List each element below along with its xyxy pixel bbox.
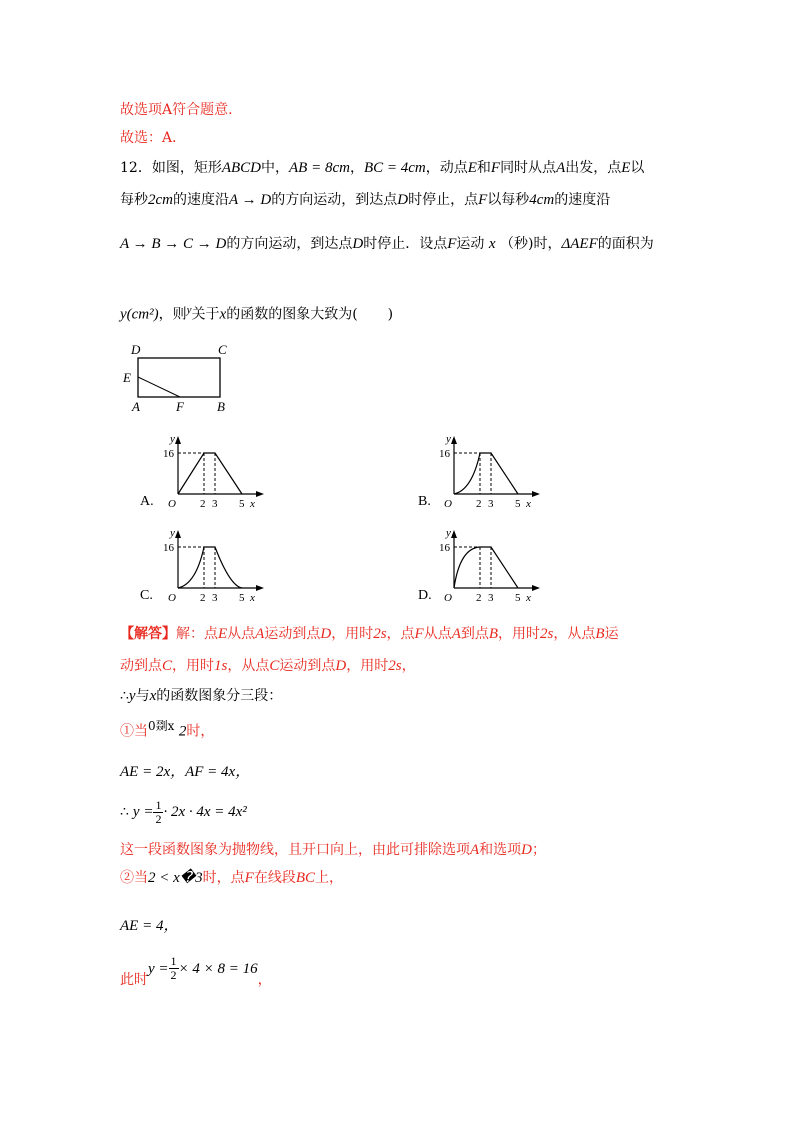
y-tick-16: 16	[163, 542, 174, 554]
q-text: 的速度沿	[554, 192, 611, 208]
s-text: ；	[532, 842, 547, 858]
s-text: ，点	[386, 626, 415, 642]
s-text: 的函数图象分三段：	[156, 688, 283, 704]
solution-heading: 【解答】	[120, 626, 176, 642]
option-d-label[interactable]: D.	[418, 588, 432, 603]
solution-line-10	[120, 952, 272, 992]
s-text: 运	[604, 626, 619, 642]
s-math: C	[269, 658, 280, 674]
x-tick-3: 3	[488, 592, 494, 604]
q-text: 每秒	[120, 192, 148, 208]
q-text: )	[387, 306, 394, 323]
frac-den: 2	[170, 968, 177, 982]
s-text: ，用时	[331, 626, 374, 642]
s-math: AE = 4，	[120, 918, 179, 934]
solution-line-5	[120, 762, 250, 782]
s-math: y =	[148, 960, 169, 977]
y-tick-16: 16	[163, 448, 174, 460]
answer-text: 故选项A符合题意.	[120, 102, 233, 118]
s-math: BC	[295, 870, 316, 886]
s-text: 从点	[423, 626, 452, 642]
x-tick-2: 2	[200, 498, 206, 510]
y-axis-label: y	[446, 527, 451, 539]
label-d: D	[131, 342, 141, 357]
s-math: x	[149, 688, 157, 704]
y-tick-16: 16	[439, 542, 450, 554]
s-math: B	[595, 626, 605, 642]
option-d-curve	[454, 547, 518, 588]
x-tick-3: 3	[212, 592, 218, 604]
fraction-half	[153, 799, 163, 826]
q-text: 和	[476, 160, 491, 176]
x-tick-5: 5	[515, 592, 521, 604]
option-a-label[interactable]: A.	[140, 494, 154, 509]
q-text: 运动	[456, 236, 485, 252]
s-math: F	[244, 870, 254, 886]
origin-label: O	[444, 498, 452, 510]
q-math: ΔAEF	[561, 236, 598, 252]
q-math: A → B → C → D	[120, 236, 227, 252]
s-math: D	[320, 626, 332, 642]
s-text: 时，	[186, 723, 215, 740]
label-e: E	[123, 370, 131, 385]
solution-line-3	[120, 686, 282, 706]
question-line-1	[120, 158, 644, 178]
s-math: A	[255, 626, 265, 642]
frac-num: 1	[170, 954, 177, 968]
s-math: 2s	[388, 658, 402, 674]
option-b-curve	[454, 453, 518, 494]
q-math: y	[186, 304, 192, 316]
option-a-graph[interactable]	[160, 432, 270, 512]
x-tick-2: 2	[476, 498, 482, 510]
solution-line-9	[120, 916, 178, 936]
origin-label: O	[168, 592, 176, 604]
s-text: ∴	[120, 688, 129, 704]
solution-line-2	[120, 656, 416, 676]
s-text: 在线段	[253, 870, 296, 886]
s-math: F	[414, 626, 424, 642]
label-a: A	[132, 399, 140, 414]
x-axis-label: x	[526, 498, 531, 510]
q-math: F	[490, 160, 501, 176]
s-math: A	[451, 626, 461, 642]
q-text: ，动点	[425, 160, 468, 176]
q-text: ，	[349, 160, 364, 176]
q-math: AB = 8cm	[289, 160, 350, 176]
q-math: A → D	[229, 192, 272, 208]
q-math: A	[556, 160, 566, 176]
s-text: ，从点	[553, 626, 596, 642]
option-b-label[interactable]: B.	[418, 494, 431, 509]
x-axis-label: x	[250, 498, 255, 510]
s-math: D	[521, 842, 533, 858]
s-text: 解：点	[176, 626, 218, 642]
s-text: ，用时	[172, 658, 215, 674]
s-math: 1s	[214, 658, 228, 674]
answer-line-2	[120, 128, 186, 148]
option-c-curve	[178, 547, 242, 588]
s-math: 2s	[540, 626, 554, 642]
s-math: AE = 2x，AF = 4x，	[120, 764, 251, 780]
q-math: E	[467, 160, 477, 176]
s-text: 动到点	[120, 658, 162, 674]
option-b-graph[interactable]	[436, 432, 546, 512]
x-tick-3: 3	[488, 498, 494, 510]
q-math: x	[488, 236, 496, 252]
question-line-2	[120, 190, 610, 210]
origin-label: O	[444, 592, 452, 604]
label-b: B	[217, 399, 225, 414]
s-text: ①当	[120, 723, 148, 740]
rectangle-abcd	[138, 358, 220, 397]
s-math: 2 < x�3	[148, 870, 203, 886]
s-math: A	[470, 842, 480, 858]
q-text: 关于	[191, 306, 220, 323]
option-d-graph[interactable]	[436, 526, 546, 606]
q-math: x	[219, 306, 227, 323]
solution-line-8	[120, 868, 343, 888]
x-tick-5: 5	[239, 592, 245, 604]
option-c-graph[interactable]	[160, 526, 270, 606]
solution-line-6	[120, 792, 247, 832]
s-text: ∴	[120, 804, 129, 820]
q-text: 同时从点	[500, 160, 557, 176]
q-text: 时停止．设点	[363, 236, 448, 252]
q-text: 出发，点	[565, 160, 622, 176]
s-math: · 2x · 4x = 4x²	[163, 804, 247, 820]
q-text: 的方向运动，到达点	[226, 236, 353, 252]
s-text: 和选项	[479, 842, 522, 858]
q-math: BC = 4cm	[363, 160, 426, 176]
s-text: ，用时	[346, 658, 389, 674]
x-tick-5: 5	[239, 498, 245, 510]
s-math: 2	[178, 723, 187, 740]
q-text: ，则	[158, 306, 187, 323]
fraction-half	[169, 955, 179, 982]
q-math: E	[621, 160, 631, 176]
s-text: 运动到点	[264, 626, 321, 642]
option-c-label[interactable]: C.	[140, 588, 153, 603]
q-math: D	[352, 236, 364, 252]
y-tick-16: 16	[439, 448, 450, 460]
s-text: ，	[257, 972, 272, 988]
x-tick-5: 5	[515, 498, 521, 510]
q-math: ABCD	[221, 160, 261, 176]
frac-den: 2	[155, 811, 162, 826]
question-line-4	[120, 300, 393, 325]
q-text: 的速度沿	[173, 192, 229, 208]
x-tick-2: 2	[476, 592, 482, 604]
s-text: ，用时	[498, 626, 541, 642]
s-text: 上，	[315, 870, 344, 886]
y-axis-label: y	[446, 433, 451, 445]
q-text: 的函数的图象大致为	[226, 306, 353, 323]
q-math: 2cm	[148, 192, 173, 208]
solution-line-4	[120, 716, 214, 742]
s-math: 2s	[373, 626, 387, 642]
q-math: y(cm²)	[120, 306, 159, 323]
s-text: 时，点	[202, 870, 245, 886]
x-axis-label: x	[250, 592, 255, 604]
rectangle-figure	[118, 340, 238, 415]
question-line-3	[120, 234, 654, 254]
s-text: 此时	[120, 972, 148, 988]
s-math: E	[218, 626, 228, 642]
q-text: (	[352, 306, 358, 323]
origin-label: O	[168, 498, 176, 510]
solution-line-7	[120, 840, 546, 860]
q-text: )	[528, 236, 534, 252]
s-text: ②当	[120, 870, 148, 886]
segment-ef	[138, 377, 180, 397]
frac-num: 1	[155, 797, 162, 812]
s-math: D	[335, 658, 347, 674]
answer-line-1	[120, 100, 233, 120]
s-math: y	[128, 688, 136, 704]
q-math: F	[447, 236, 457, 252]
x-axis-label: x	[526, 592, 531, 604]
s-text: 与	[135, 688, 150, 704]
option-a-curve	[178, 453, 242, 494]
s-text: 这一段函数图象为抛物线，且开口向上，由此可排除选项	[120, 842, 470, 858]
s-text: 到点	[460, 626, 489, 642]
s-math: × 4 × 8 = 16	[178, 960, 258, 977]
s-text: 运动到点	[279, 658, 336, 674]
q-math: D	[397, 192, 409, 208]
q-text: 以	[630, 160, 645, 176]
q-text: 的面积为	[597, 236, 654, 252]
q-math: 4cm	[529, 192, 555, 208]
x-tick-3: 3	[212, 498, 218, 510]
q-text: 中，	[261, 160, 289, 176]
solution-line-1	[120, 624, 619, 644]
x-tick-2: 2	[200, 592, 206, 604]
y-axis-label: y	[170, 527, 175, 539]
s-text: ，	[401, 658, 416, 674]
s-text: 从点	[227, 626, 256, 642]
s-math: B	[488, 626, 499, 642]
answer-choice: 故选：A．	[120, 130, 187, 146]
s-math: C	[162, 658, 173, 674]
q-text: 12．如图，矩形	[120, 160, 222, 176]
label-f: F	[176, 399, 184, 414]
y-axis-label: y	[170, 433, 175, 445]
s-math: y =	[132, 804, 154, 820]
q-text: 的方向运动，到达点	[271, 192, 398, 208]
label-c: C	[218, 342, 227, 357]
q-text: （秒	[500, 236, 528, 252]
q-text: 以每秒	[487, 192, 530, 208]
s-math: 0剟x	[148, 719, 175, 733]
q-text: 时停止，点	[408, 192, 479, 208]
s-text: ，从点	[227, 658, 270, 674]
q-math: F	[478, 192, 488, 208]
q-text: 时，	[533, 236, 562, 252]
